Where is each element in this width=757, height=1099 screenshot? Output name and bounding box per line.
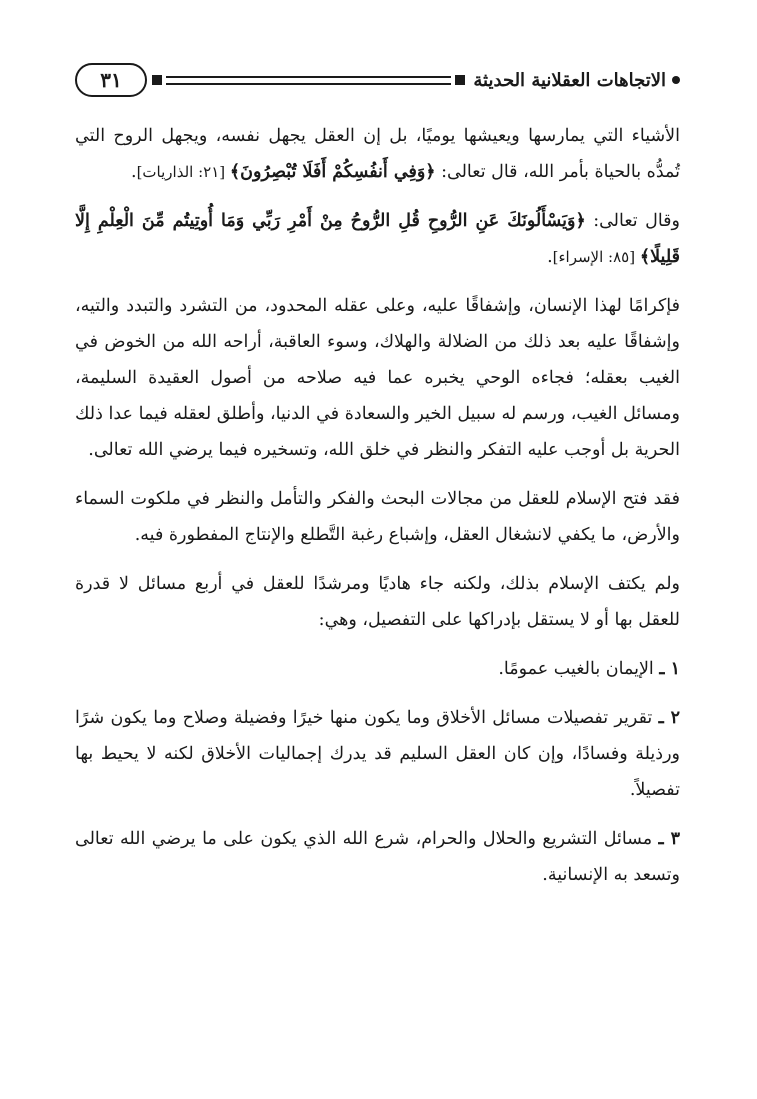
quran-verse: ﴿وَفِي أَنفُسِكُمْ أَفَلَا تُبْصِرُونَ﴾	[229, 162, 436, 182]
header-rule-start-square	[455, 75, 465, 85]
body-text: تقرير تفصيلات مسائل الأخلاق وما يكون منها خيرًا وفضيلة وصلاح وما يكون شرًا ورذيلة وفسادًا، وإن كان العقل السليم قد يدرك إجماليات الأخلاق لكنه لا يحيط بها تفصيلاً.	[75, 708, 680, 800]
header-rule	[166, 76, 451, 85]
list-number: ٣ ـ	[658, 829, 680, 849]
list-item-1	[75, 651, 680, 687]
paragraph-1	[75, 118, 680, 190]
list-item-2	[75, 700, 680, 808]
paragraph-5: ولم يكتف الإسلام بذلك، ولكنه جاء هاديًا ومرشدًا للعقل في أربع مسائل لا قدرة للعقل بها أو لا يستقل بإدراكها على التفصيل، وهي:	[75, 574, 680, 630]
paragraph-2	[75, 203, 680, 275]
list-number: ١ ـ	[659, 659, 680, 679]
running-header	[75, 60, 680, 100]
verse-reference: [٢١: الذاريات]	[136, 163, 230, 181]
page-number: ٣١	[75, 63, 147, 97]
header-rule-end-square	[152, 75, 162, 85]
body-text: .	[547, 247, 553, 267]
page-body	[75, 118, 680, 906]
paragraph-3: فإكرامًا لهذا الإنسان، وإشفاقًا عليه، وعلى عقله المحدود، من التشرد والتبدد والتيه، وإشفاقًا عليه بعد ذلك من الضلالة والهلاك، وسوء العاقبة، أراحه الله من الخوض في الغيب بعقله؛ فجاءه الوحي يخبره عما فيه صلاحه من أصول العقيدة السليمة، ومسائل الغيب، ورسم له سبيل الخير والسعادة في الدنيا، وأطلق لعقله فيما عدا ذلك الحرية بل أوجب عليه التفكر والنظر في خلق الله، وتسخيره فيما يرضي الله تعالى.	[75, 296, 680, 460]
verse-reference: [٨٥: الإسراء]	[552, 248, 640, 266]
running-title: الاتجاهات العقلانية الحديثة	[473, 69, 666, 91]
list-number: ٢ ـ	[658, 708, 680, 728]
quran-verse: ﴿وَيَسْأَلُونَكَ عَنِ الرُّوحِ قُلِ الرُّوحُ مِنْ أَمْرِ رَبِّي وَمَا أُوتِيتُم مِّنَ الْعِلْمِ إِلَّا قَلِيلًا﴾	[75, 211, 680, 267]
list-item-3	[75, 821, 680, 893]
paragraph-4: فقد فتح الإسلام للعقل من مجالات البحث والفكر والتأمل والنظر في ملكوت السماء والأرض، ما يكفي لانشغال العقل، وإشباع رغبة التَّطلع والإنتاج المفطورة فيه.	[75, 489, 680, 545]
body-text: .	[131, 162, 137, 182]
body-text: وقال تعالى:	[585, 211, 680, 231]
body-text: مسائل التشريع والحلال والحرام، شرع الله الذي يكون على ما يرضي الله تعالى وتسعد به الإنسانية.	[75, 829, 680, 885]
body-text: الأشياء التي يمارسها ويعيشها يوميًا، بل إن العقل يجهل نفسه، ويجهل الروح التي تُمدُّه بالحياة بأمر الله، قال تعالى:	[75, 126, 680, 182]
body-text: الإيمان بالغيب عمومًا.	[498, 659, 660, 679]
header-bullet	[672, 76, 680, 84]
